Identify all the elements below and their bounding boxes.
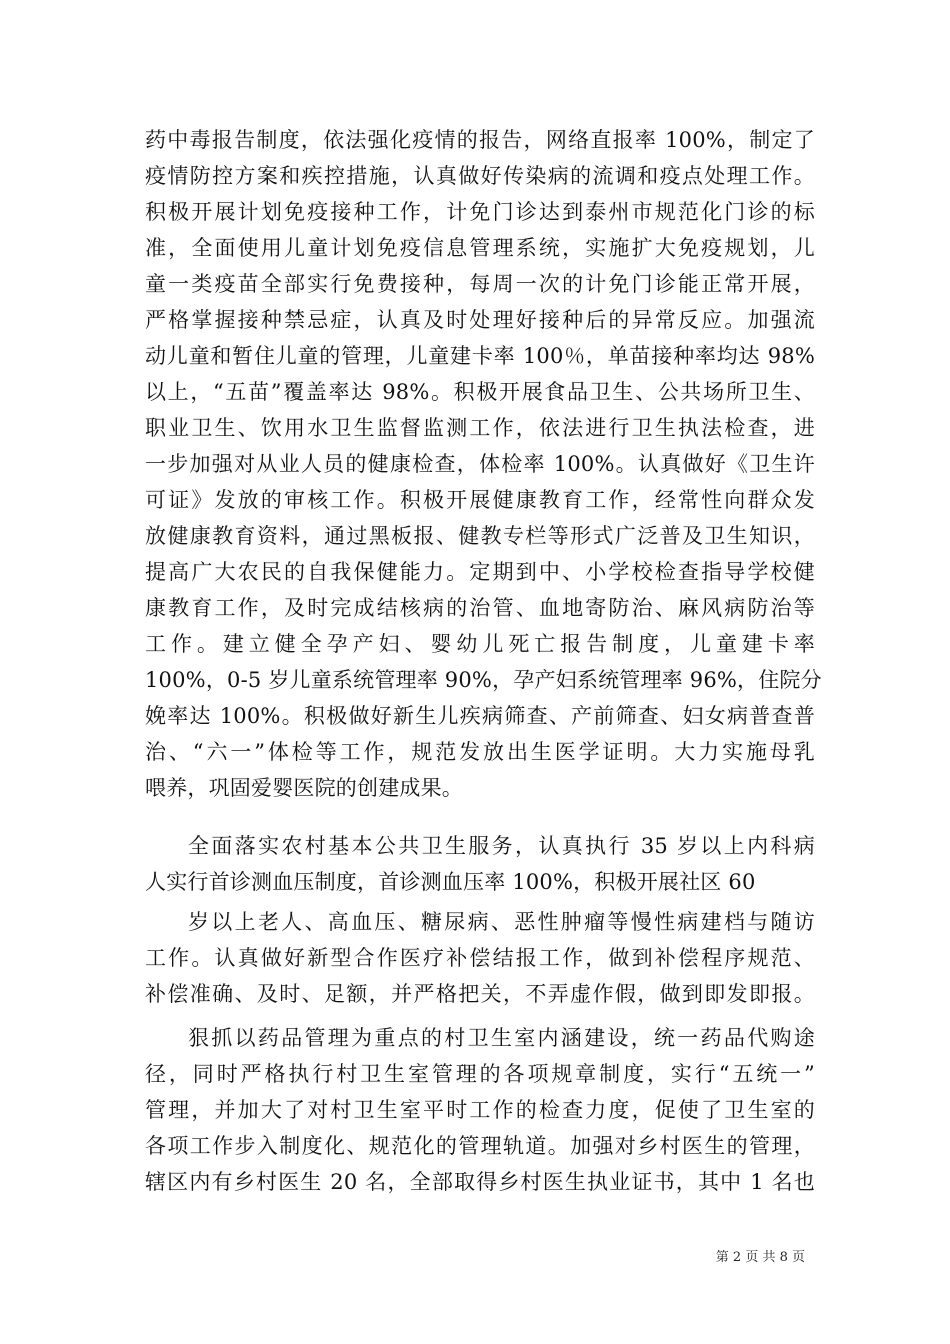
text-line: 一步加强对从业人员的健康检查，体检率 100%。认真做好《卫生许 — [145, 452, 815, 476]
text-line: 人实行首诊测血压制度，首诊测血压率 100%，积极开展社区 60 — [145, 870, 756, 894]
text-line: 工作。认真做好新型合作医疗补偿结报工作，做到补偿程序规范、 — [145, 946, 815, 970]
text-line: 严格掌握接种禁忌症，认真及时处理好接种后的异常反应。加强流 — [145, 308, 815, 332]
text-line: 提高广大农民的自我保健能力。定期到中、小学校检查指导学校健 — [145, 560, 815, 584]
text-line: 辖区内有乡村医生 20 名，全部取得乡村医生执业证书，其中 1 名也 — [145, 1170, 815, 1194]
text-line: 100%，0-5 岁儿童系统管理率 90%，孕产妇系统管理率 96%，住院分 — [145, 668, 822, 692]
text-line: 可证》发放的审核工作。积极开展健康教育工作，经常性向群众发 — [145, 488, 815, 512]
text-line: 准，全面使用儿童计划免疫信息管理系统，实施扩大免疫规划，儿 — [145, 236, 815, 260]
text-line: 童一类疫苗全部实行免费接种，每周一次的计免门诊能正常开展， — [145, 272, 815, 296]
paragraph-start-line: 岁以上老人、高血压、糖尿病、恶性肿瘤等慢性病建档与随访 — [188, 910, 815, 934]
text-line: 药中毒报告制度，依法强化疫情的报告，网络直报率 100%，制定了 — [145, 128, 815, 152]
text-line: 以上，“五苗”覆盖率达 98%。积极开展食品卫生、公共场所卫生、 — [145, 380, 815, 404]
text-line: 管理，并加大了对村卫生室平时工作的检查力度，促使了卫生室的 — [145, 1098, 815, 1122]
text-line: 娩率达 100%。积极做好新生儿疾病筛查、产前筛查、妇女病普查普 — [145, 704, 815, 728]
text-line: 径，同时严格执行村卫生室管理的各项规章制度，实行“五统一” — [145, 1062, 815, 1086]
text-line: 积极开展计划免疫接种工作，计免门诊达到泰州市规范化门诊的标 — [145, 200, 815, 224]
text-line: 疫情防控方案和疾控措施，认真做好传染病的流调和疫点处理工作。 — [145, 164, 815, 188]
paragraph-start-line: 狠抓以药品管理为重点的村卫生室内涵建设，统一药品代购途 — [188, 1026, 815, 1050]
text-line: 治、“六一”体检等工作，规范发放出生医学证明。大力实施母乳 — [145, 740, 815, 764]
text-line: 康教育工作，及时完成结核病的治管、血地寄防治、麻风病防治等 — [145, 596, 815, 620]
page-number: 第 2 页 共 8 页 — [715, 1250, 805, 1265]
text-line: 动儿童和暂住儿童的管理，儿童建卡率 100％，单苗接种率均达 98% — [145, 344, 815, 368]
text-line: 补偿准确、及时、足额，并严格把关，不弄虚作假，做到即发即报。 — [145, 982, 815, 1006]
text-line: 职业卫生、饮用水卫生监督监测工作，依法进行卫生执法检查，进 — [145, 416, 815, 440]
text-line: 工作。建立健全孕产妇、婴幼儿死亡报告制度，儿童建卡率 — [145, 632, 815, 656]
text-line: 放健康教育资料，通过黑板报、健教专栏等形式广泛普及卫生知识， — [145, 524, 815, 548]
text-line: 各项工作步入制度化、规范化的管理轨道。加强对乡村医生的管理， — [145, 1134, 815, 1158]
text-line: 喂养，巩固爱婴医院的创建成果。 — [145, 776, 463, 800]
paragraph-start-line: 全面落实农村基本公共卫生服务，认真执行 35 岁以上内科病 — [188, 834, 815, 858]
